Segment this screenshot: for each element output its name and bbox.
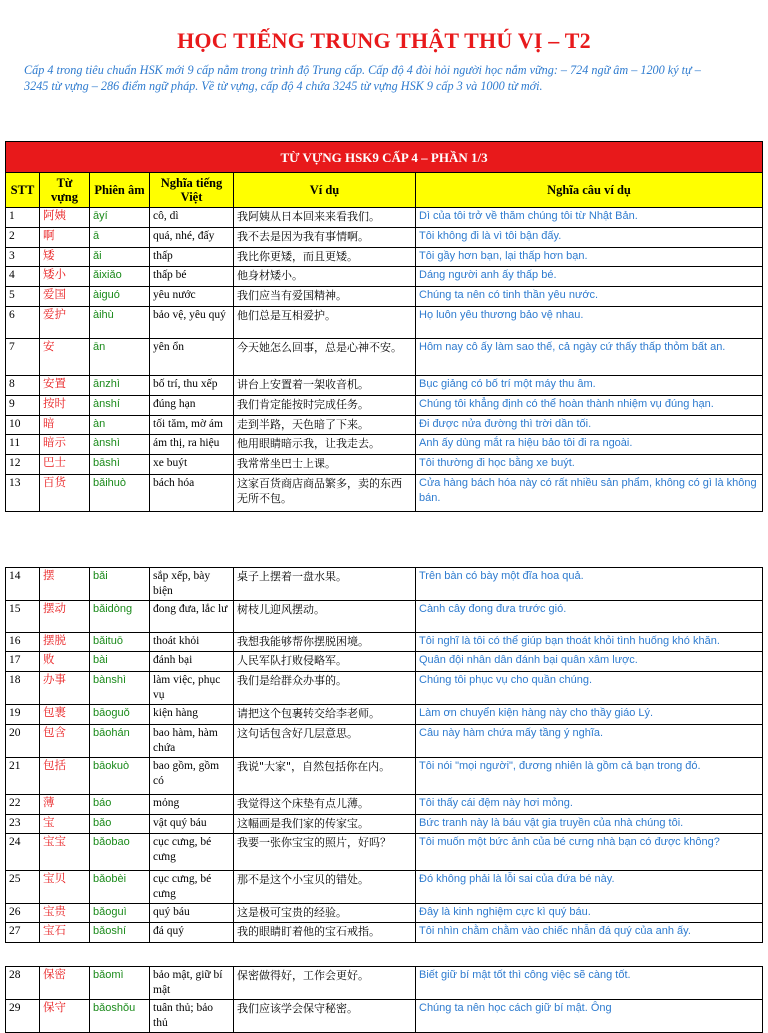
vietnamese-meaning: ám thị, ra hiệu	[150, 435, 234, 455]
table-row	[6, 416, 763, 435]
vocab-word: 薄	[40, 795, 90, 815]
vietnamese-meaning: thấp bé	[150, 267, 234, 287]
example-sentence: 我们是给群众办事的。	[234, 672, 416, 705]
example-translation: Chúng ta nên có tinh thần yêu nước.	[416, 287, 763, 307]
example-sentence: 桌子上摆着一盘水果。	[234, 568, 416, 601]
table-row	[6, 396, 763, 416]
vocab-word: 巴士	[40, 455, 90, 475]
vietnamese-meaning: cục cưng, bé cưng	[150, 834, 234, 871]
example-sentence: 我阿姨从日本回来来看我们。	[234, 208, 416, 228]
example-translation: Đó không phải là lỗi sai của đứa bé này.	[416, 871, 763, 904]
pinyin: bǎituō	[90, 633, 150, 652]
example-sentence: 我想我能够帮你摆脱困境。	[234, 633, 416, 652]
vietnamese-meaning: bao gồm, gồm có	[150, 758, 234, 795]
example-translation: Cửa hàng bách hóa này có rất nhiều sản phẩm, không có gì là không bán.	[416, 475, 763, 512]
vocab-word: 宝贵	[40, 904, 90, 923]
vocab-word: 败	[40, 652, 90, 672]
row-number: 29	[6, 1000, 40, 1033]
example-translation: Tôi thường đi học bằng xe buýt.	[416, 455, 763, 475]
row-number: 21	[6, 758, 40, 795]
example-sentence: 我们肯定能按时完成任务。	[234, 396, 416, 416]
vietnamese-meaning: xe buýt	[150, 455, 234, 475]
pinyin: àihù	[90, 307, 150, 339]
example-translation: Làm ơn chuyển kiện hàng này cho thầy giáo Lý.	[416, 705, 763, 725]
example-translation: Đi được nửa đường thì trời dần tối.	[416, 416, 763, 435]
pinyin: àn	[90, 416, 150, 435]
row-number: 10	[6, 416, 40, 435]
row-number: 5	[6, 287, 40, 307]
row-number: 18	[6, 672, 40, 705]
example-translation: Chúng tôi khẳng định có thể hoàn thành nhiệm vụ đúng hạn.	[416, 396, 763, 416]
example-sentence: 这家百货商店商品繁多，卖的东西无所不包。	[234, 475, 416, 512]
table-row	[6, 307, 763, 339]
example-translation: Hôm nay cô ấy làm sao thế, cả ngày cứ thấy thấp thỏm bất an.	[416, 339, 763, 376]
vietnamese-meaning: vật quý báu	[150, 815, 234, 834]
example-translation: Bục giảng có bố trí một máy thu âm.	[416, 376, 763, 396]
table-row	[6, 208, 763, 228]
pinyin: àiguó	[90, 287, 150, 307]
table-row	[6, 267, 763, 287]
table-row	[6, 815, 763, 834]
table-title: TỪ VỰNG HSK9 CẤP 4 – PHẦN 1/3	[6, 142, 763, 173]
row-number: 13	[6, 475, 40, 512]
example-sentence: 讲台上安置着一架收音机。	[234, 376, 416, 396]
vocab-word: 保密	[40, 967, 90, 1000]
vocab-word: 宝石	[40, 923, 90, 943]
row-number: 26	[6, 904, 40, 923]
pinyin: bǎihuò	[90, 475, 150, 512]
pinyin: bǎoguì	[90, 904, 150, 923]
example-sentence: 今天她怎么回事，总是心神不安。	[234, 339, 416, 376]
row-number: 7	[6, 339, 40, 376]
table-row	[6, 339, 763, 376]
pinyin: bǎoshí	[90, 923, 150, 943]
row-number: 12	[6, 455, 40, 475]
pinyin: bǎo	[90, 815, 150, 834]
pinyin: bài	[90, 652, 150, 672]
pinyin: bǎobao	[90, 834, 150, 871]
pinyin: ānzhì	[90, 376, 150, 396]
vietnamese-meaning: bách hóa	[150, 475, 234, 512]
table-row	[6, 601, 763, 633]
example-translation: Tôi không đi là vì tôi bận đấy.	[416, 228, 763, 248]
table-row	[6, 455, 763, 475]
row-number: 11	[6, 435, 40, 455]
vocab-word: 办事	[40, 672, 90, 705]
pinyin: ǎixiǎo	[90, 267, 150, 287]
row-number: 14	[6, 568, 40, 601]
vocab-table-2	[5, 567, 763, 943]
example-sentence: 我常常坐巴士上课。	[234, 455, 416, 475]
vocab-word: 矮	[40, 248, 90, 267]
header-example: Ví dụ	[234, 173, 416, 208]
table-row	[6, 287, 763, 307]
example-translation: Dáng người anh ấy thấp bé.	[416, 267, 763, 287]
vocab-word: 爱护	[40, 307, 90, 339]
example-sentence: 他用眼睛暗示我，让我走去。	[234, 435, 416, 455]
vietnamese-meaning: yên ổn	[150, 339, 234, 376]
vocab-word: 百货	[40, 475, 90, 512]
vietnamese-meaning: đúng hạn	[150, 396, 234, 416]
row-number: 25	[6, 871, 40, 904]
example-translation: Tôi gầy hơn bạn, lại thấp hơn bạn.	[416, 248, 763, 267]
row-number: 22	[6, 795, 40, 815]
example-sentence: 我们应该学会保守秘密。	[234, 1000, 416, 1033]
vocab-word: 宝	[40, 815, 90, 834]
pinyin: ān	[90, 339, 150, 376]
vocab-word: 摆	[40, 568, 90, 601]
table-row	[6, 1000, 763, 1033]
example-sentence: 我的眼睛盯着他的宝石戒指。	[234, 923, 416, 943]
vocab-word: 爱国	[40, 287, 90, 307]
row-number: 6	[6, 307, 40, 339]
vietnamese-meaning: tuân thủ; bảo thủ	[150, 1000, 234, 1033]
table-row	[6, 475, 763, 512]
vocab-word: 安	[40, 339, 90, 376]
vocab-word: 安置	[40, 376, 90, 396]
vocab-word: 矮小	[40, 267, 90, 287]
vocab-word: 阿姨	[40, 208, 90, 228]
example-sentence: 我不去是因为我有事情啊。	[234, 228, 416, 248]
table-row	[6, 871, 763, 904]
header-word: Từ vựng	[40, 173, 90, 208]
example-sentence: 这句话包含好几层意思。	[234, 725, 416, 758]
pinyin: bǎomì	[90, 967, 150, 1000]
row-number: 16	[6, 633, 40, 652]
pinyin: bǎidòng	[90, 601, 150, 633]
vocab-word: 保守	[40, 1000, 90, 1033]
row-number: 17	[6, 652, 40, 672]
pinyin: báo	[90, 795, 150, 815]
example-translation: Tôi nhìn chằm chằm vào chiếc nhẫn đá quý của anh ấy.	[416, 923, 763, 943]
row-number: 27	[6, 923, 40, 943]
example-translation: Dì của tôi trở về thăm chúng tôi từ Nhật Bản.	[416, 208, 763, 228]
example-translation: Tôi nghĩ là tôi có thể giúp bạn thoát khỏi tình huống khó khăn.	[416, 633, 763, 652]
header-meaning: Nghĩa tiếng Việt	[150, 173, 234, 208]
example-translation: Tôi nói "mọi người", đương nhiên là gồm cả bạn trong đó.	[416, 758, 763, 795]
example-sentence: 树枝儿迎风摆动。	[234, 601, 416, 633]
row-number: 9	[6, 396, 40, 416]
vocab-table-3	[5, 966, 763, 1033]
row-number: 19	[6, 705, 40, 725]
vietnamese-meaning: thấp	[150, 248, 234, 267]
vocab-word: 按时	[40, 396, 90, 416]
table-row	[6, 652, 763, 672]
example-sentence: 他身材矮小。	[234, 267, 416, 287]
vietnamese-meaning: đong đưa, lắc lư	[150, 601, 234, 633]
table-row	[6, 568, 763, 601]
vocab-word: 摆脱	[40, 633, 90, 652]
example-sentence: 我比你更矮，而且更矮。	[234, 248, 416, 267]
vietnamese-meaning: bảo mật, giữ bí mật	[150, 967, 234, 1000]
example-sentence: 我说"大家"，自然包括你在内。	[234, 758, 416, 795]
row-number: 3	[6, 248, 40, 267]
table-row	[6, 248, 763, 267]
vietnamese-meaning: làm việc, phục vụ	[150, 672, 234, 705]
example-sentence: 他们总是互相爱护。	[234, 307, 416, 339]
table-row	[6, 228, 763, 248]
example-translation: Quân đội nhân dân đánh bại quân xâm lược.	[416, 652, 763, 672]
vocab-word: 暗	[40, 416, 90, 435]
vietnamese-meaning: đá quý	[150, 923, 234, 943]
pinyin: ā	[90, 228, 150, 248]
example-sentence: 我们应当有爱国精神。	[234, 287, 416, 307]
table-row	[6, 376, 763, 396]
row-number: 1	[6, 208, 40, 228]
vocab-word: 包裹	[40, 705, 90, 725]
pinyin: ànshí	[90, 396, 150, 416]
table-row	[6, 795, 763, 815]
pinyin: bāohán	[90, 725, 150, 758]
pinyin: bǎoshǒu	[90, 1000, 150, 1033]
vocab-word: 包括	[40, 758, 90, 795]
row-number: 20	[6, 725, 40, 758]
example-translation: Họ luôn yêu thương bảo vệ nhau.	[416, 307, 763, 339]
vietnamese-meaning: bảo vệ, yêu quý	[150, 307, 234, 339]
table-row	[6, 672, 763, 705]
example-sentence: 这是极可宝贵的经验。	[234, 904, 416, 923]
vocab-word: 摆动	[40, 601, 90, 633]
example-translation: Đây là kinh nghiệm cực kì quý báu.	[416, 904, 763, 923]
vietnamese-meaning: đánh bại	[150, 652, 234, 672]
example-translation: Chúng tôi phục vụ cho quần chúng.	[416, 672, 763, 705]
header-translation: Nghĩa câu ví dụ	[416, 173, 763, 208]
vietnamese-meaning: bao hàm, hàm chứa	[150, 725, 234, 758]
vietnamese-meaning: bố trí, thu xếp	[150, 376, 234, 396]
table-row	[6, 725, 763, 758]
row-number: 15	[6, 601, 40, 633]
header-pinyin: Phiên âm	[90, 173, 150, 208]
table-row	[6, 967, 763, 1000]
pinyin: bāshì	[90, 455, 150, 475]
pinyin: bāoguǒ	[90, 705, 150, 725]
table-row	[6, 633, 763, 652]
vocab-table-1	[5, 141, 763, 512]
example-sentence: 走到半路，天色暗了下来。	[234, 416, 416, 435]
pinyin: āyí	[90, 208, 150, 228]
example-translation: Biết giữ bí mật tốt thì công việc sẽ càng tốt.	[416, 967, 763, 1000]
example-sentence: 我觉得这个床垫有点儿薄。	[234, 795, 416, 815]
vietnamese-meaning: mỏng	[150, 795, 234, 815]
vietnamese-meaning: thoát khỏi	[150, 633, 234, 652]
pinyin: ǎi	[90, 248, 150, 267]
vietnamese-meaning: quá, nhé, đấy	[150, 228, 234, 248]
header-stt: STT	[6, 173, 40, 208]
table-row	[6, 705, 763, 725]
table-row	[6, 834, 763, 871]
example-translation: Bức tranh này là báu vật gia truyền của nhà chúng tôi.	[416, 815, 763, 834]
pinyin: bǎi	[90, 568, 150, 601]
example-translation: Tôi muốn một bức ảnh của bé cưng nhà bạn có được không?	[416, 834, 763, 871]
intro-paragraph: Cấp 4 trong tiêu chuẩn HSK mới 9 cấp nằm trong trình độ Trung cấp. Cấp độ 4 đòi hỏi người học nắm vững: – 724 ngữ âm – 1200 ký tự – 3245 từ vựng – 286 điểm ngữ pháp. Về từ vựng, cấp độ 4 chứa 3245 từ vựng HSK 9 cấp 3 và 1000 từ mới.	[24, 63, 701, 93]
row-number: 24	[6, 834, 40, 871]
table-row	[6, 904, 763, 923]
row-number: 2	[6, 228, 40, 248]
vietnamese-meaning: yêu nước	[150, 287, 234, 307]
pinyin: bāokuò	[90, 758, 150, 795]
vietnamese-meaning: kiện hàng	[150, 705, 234, 725]
vocab-word: 暗示	[40, 435, 90, 455]
example-translation: Cành cây đong đưa trước gió.	[416, 601, 763, 633]
table-row	[6, 923, 763, 943]
row-number: 4	[6, 267, 40, 287]
vietnamese-meaning: tối tăm, mờ ám	[150, 416, 234, 435]
pinyin: bànshì	[90, 672, 150, 705]
example-translation: Trên bàn có bày một đĩa hoa quả.	[416, 568, 763, 601]
vietnamese-meaning: cục cưng, bé cưng	[150, 871, 234, 904]
example-translation: Anh ấy dùng mắt ra hiệu bảo tôi đi ra ngoài.	[416, 435, 763, 455]
row-number: 28	[6, 967, 40, 1000]
example-translation: Chúng ta nên học cách giữ bí mật. Ông	[416, 1000, 763, 1033]
pinyin: bǎobèi	[90, 871, 150, 904]
example-sentence: 人民军队打败侵略军。	[234, 652, 416, 672]
example-sentence: 那不是这个小宝贝的错处。	[234, 871, 416, 904]
vocab-word: 宝贝	[40, 871, 90, 904]
table-row	[6, 758, 763, 795]
vocab-word: 宝宝	[40, 834, 90, 871]
example-sentence: 我要一张你宝宝的照片，好吗？	[234, 834, 416, 871]
page-title: HỌC TIẾNG TRUNG THẬT THÚ VỊ – T2	[177, 28, 591, 53]
example-sentence: 请把这个包裹转交给李老师。	[234, 705, 416, 725]
example-sentence: 保密做得好，工作会更好。	[234, 967, 416, 1000]
vietnamese-meaning: cô, dì	[150, 208, 234, 228]
example-translation: Câu này hàm chứa mấy tầng ý nghĩa.	[416, 725, 763, 758]
row-number: 8	[6, 376, 40, 396]
vietnamese-meaning: sắp xếp, bày biện	[150, 568, 234, 601]
example-sentence: 这幅画是我们家的传家宝。	[234, 815, 416, 834]
vocab-word: 啊	[40, 228, 90, 248]
vocab-word: 包含	[40, 725, 90, 758]
table-row	[6, 435, 763, 455]
pinyin: ànshì	[90, 435, 150, 455]
row-number: 23	[6, 815, 40, 834]
vietnamese-meaning: quý báu	[150, 904, 234, 923]
example-translation: Tôi thấy cái đệm này hơi mỏng.	[416, 795, 763, 815]
